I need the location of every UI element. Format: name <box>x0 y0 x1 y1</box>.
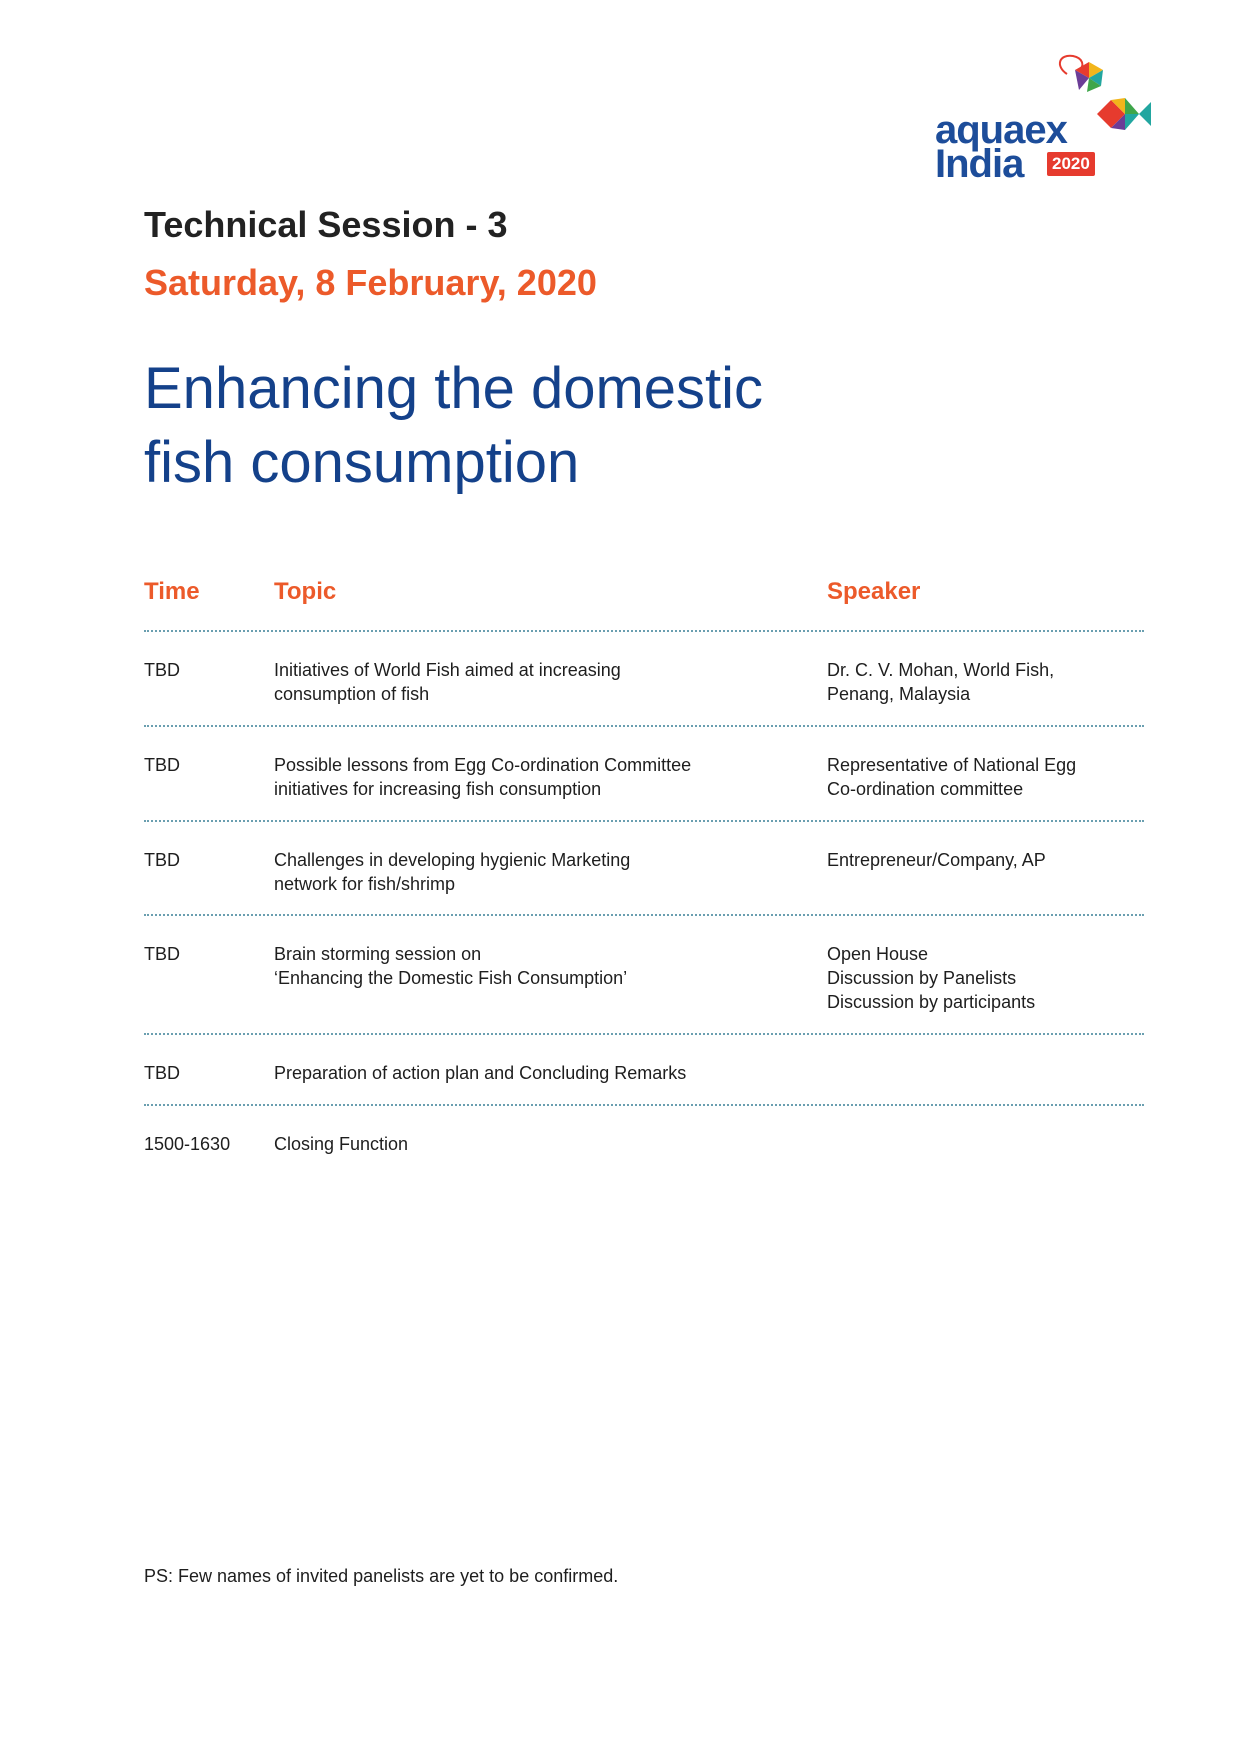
logo-wordmark-aquaex: aquaex <box>935 108 1067 152</box>
row-time: 1500-1630 <box>144 1134 231 1154</box>
row-divider <box>144 1104 1144 1106</box>
page-title-line: fish consumption <box>144 430 580 495</box>
column-header-speaker: Speaker <box>827 578 921 605</box>
row-divider <box>144 725 1144 727</box>
row-topic: Closing Function <box>274 1134 409 1154</box>
column-header-topic: Topic <box>274 578 337 605</box>
row-speaker: Entrepreneur/Company, AP <box>827 850 1046 870</box>
row-topic: Preparation of action plan and Concluding Remarks <box>274 1063 687 1083</box>
row-divider <box>144 914 1144 916</box>
footnote: PS: Few names of invited panelists are yet to be confirmed. <box>144 1566 619 1586</box>
column-header-time: Time <box>144 578 200 605</box>
row-time: TBD <box>144 660 180 680</box>
session-date: Saturday, 8 February, 2020 <box>144 262 597 303</box>
logo-year-badge: 2020 <box>1047 152 1095 176</box>
logo-wordmark-india: India <box>935 142 1024 186</box>
row-speaker: Open House Discussion by Panelists Discussion by participants <box>827 944 1036 1012</box>
aquaex-india-logo <box>935 52 1155 186</box>
page-title-line: Enhancing the domestic <box>144 356 764 421</box>
row-time: TBD <box>144 944 180 964</box>
row-time: TBD <box>144 1063 180 1083</box>
row-speaker: Dr. C. V. Mohan, World Fish, Penang, Malaysia <box>827 660 1055 704</box>
row-topic: Possible lessons from Egg Co-ordination Committee initiatives for increasing fish consumption <box>274 755 692 799</box>
page-title <box>144 352 1044 500</box>
row-divider <box>144 630 1144 632</box>
row-time: TBD <box>144 850 180 870</box>
row-divider <box>144 820 1144 822</box>
row-topic: Initiatives of World Fish aimed at increasing consumption of fish <box>274 660 621 704</box>
row-topic: Brain storming session on ‘Enhancing the Domestic Fish Consumption’ <box>274 944 628 988</box>
row-speaker: Representative of National Egg Co-ordination committee <box>827 755 1077 799</box>
row-topic: Challenges in developing hygienic Marketing network for fish/shrimp <box>274 850 631 894</box>
row-divider <box>144 1033 1144 1035</box>
session-title: Technical Session - 3 <box>144 204 508 245</box>
row-time: TBD <box>144 755 180 775</box>
